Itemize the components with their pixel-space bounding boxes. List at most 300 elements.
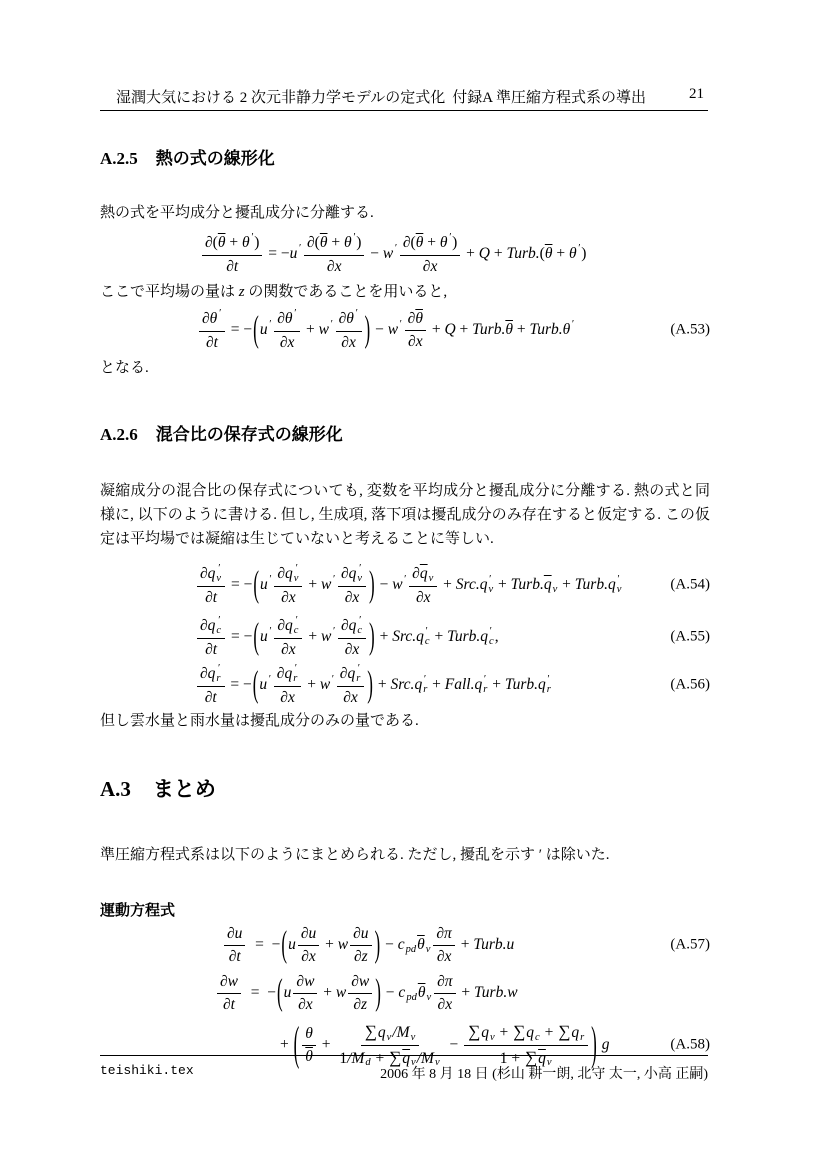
fraction-numerator xyxy=(336,309,362,332)
display-equation xyxy=(100,306,710,354)
math-token: ∂t xyxy=(228,947,241,965)
equation-line xyxy=(100,970,710,1016)
fraction-denominator xyxy=(434,946,455,966)
script-base xyxy=(571,1024,579,1042)
math-token: Turb. xyxy=(506,245,540,262)
superscript xyxy=(387,1023,392,1033)
math-token: w xyxy=(392,576,403,593)
math-token: Q xyxy=(444,321,456,338)
script-base xyxy=(349,617,357,635)
subscript: v xyxy=(293,572,299,584)
math-token: ∂x xyxy=(281,588,296,606)
script-stack xyxy=(406,935,417,955)
equation-group-label: 運動方程式 xyxy=(100,902,176,919)
section-title: 混合比の保存式の線形化 xyxy=(155,425,343,444)
math-token: ( xyxy=(212,233,218,251)
scripted-symbol xyxy=(349,564,363,584)
scripted-symbol xyxy=(563,320,575,340)
math-token: − xyxy=(381,936,398,953)
big-paren: ) xyxy=(367,663,373,705)
script-stack xyxy=(571,320,574,340)
fraction-denominator xyxy=(277,687,298,707)
script-base xyxy=(320,676,330,694)
scripted-symbol xyxy=(398,935,417,955)
fraction xyxy=(202,233,262,276)
math-token: / xyxy=(347,1049,352,1067)
paragraph: 熱の式を平均成分と擾乱成分に分離する. xyxy=(100,205,374,221)
subscript xyxy=(448,243,451,253)
math-token: g xyxy=(601,1036,610,1053)
script-base xyxy=(544,576,552,594)
scripted-symbol xyxy=(480,575,494,595)
section-number: A.3 xyxy=(100,777,131,801)
fraction-numerator xyxy=(202,233,262,256)
footer-date-authors: 2006 年 8 月 18 日 (杉山 耕一朗, 北守 太一, 小高 正嗣) xyxy=(380,1067,708,1082)
script-base xyxy=(260,576,268,594)
math-token: u xyxy=(259,321,268,338)
math-token: ) xyxy=(356,233,362,251)
big-paren: ) xyxy=(364,308,371,350)
math-token: + xyxy=(375,628,393,645)
script-base xyxy=(284,665,292,683)
math-token: ∂x xyxy=(344,640,360,658)
script-stack xyxy=(357,564,362,584)
script-base xyxy=(398,936,405,954)
script-base xyxy=(608,576,616,594)
fraction xyxy=(197,564,225,607)
math-token: w xyxy=(387,321,399,338)
fraction-numerator xyxy=(274,664,302,687)
fraction-denominator xyxy=(338,332,359,352)
big-paren: ( xyxy=(276,971,283,1013)
math-token: Turb. xyxy=(447,628,481,645)
math-token: ∂t xyxy=(223,995,235,1013)
script-base xyxy=(392,576,402,594)
big-paren: ) xyxy=(591,1017,597,1071)
math-token: + xyxy=(512,321,530,338)
math-token: + xyxy=(280,1036,293,1053)
scripted-symbol xyxy=(347,664,361,684)
fraction-denominator xyxy=(413,587,434,607)
math-token: q xyxy=(479,576,488,593)
fraction-denominator xyxy=(342,639,363,659)
script-base xyxy=(383,245,393,263)
math-token: q xyxy=(538,676,546,693)
script-stack xyxy=(330,320,333,340)
math-token: = − xyxy=(227,576,253,593)
math-token: w xyxy=(319,676,331,693)
text-segment: ここで平均場の量は xyxy=(100,284,239,300)
math-token: = − xyxy=(264,245,290,262)
math-token: Src. xyxy=(390,676,415,693)
script-stack xyxy=(218,309,221,329)
script-stack xyxy=(483,675,487,695)
overbar-symbol: $\overline{\theta}$ xyxy=(415,309,423,327)
script-stack xyxy=(356,664,360,684)
paragraph: 凝縮成分の混合比の保存式についても, 変数を平均成分と擾乱成分に分離する. 熱の式と同様に, 以下のように書ける. 但し, 生成項, 落下項は擾乱成分のみ存在すると仮定する. この仮定は平均場では凝縮は生じていないと考えることに等しい. xyxy=(100,483,710,547)
math-token: q xyxy=(480,628,489,645)
fraction xyxy=(224,925,245,966)
subscript: d xyxy=(365,1057,371,1069)
script-stack xyxy=(394,244,397,264)
subscript: v xyxy=(552,584,558,595)
subscript: v xyxy=(434,1057,440,1069)
math-token: + xyxy=(430,628,448,645)
script-base xyxy=(346,310,354,328)
script-base xyxy=(260,321,268,339)
math-token: ∂ xyxy=(202,309,210,327)
script-base xyxy=(344,234,352,252)
script-stack xyxy=(293,664,297,684)
math-token: + xyxy=(457,984,475,1001)
superscript: ′ xyxy=(329,319,333,330)
math-token: θ xyxy=(346,309,354,327)
script-base xyxy=(416,628,424,646)
subscript: v xyxy=(216,572,222,584)
script-stack xyxy=(298,244,301,264)
big-paren: ) xyxy=(369,563,375,605)
math-token: Turb.u xyxy=(473,936,515,953)
fraction-numerator xyxy=(434,973,455,994)
fraction xyxy=(434,973,455,1014)
fraction-numerator xyxy=(304,233,364,256)
math-token: ∂x xyxy=(326,257,342,275)
math-token: ∂ xyxy=(340,616,349,634)
scripted-symbol xyxy=(608,575,622,595)
scripted-symbol xyxy=(481,1023,495,1043)
superscript: ′ xyxy=(394,243,397,254)
scripted-symbol xyxy=(378,1023,392,1043)
math-token: + xyxy=(455,321,473,338)
math-token: = − xyxy=(227,628,253,645)
script-stack xyxy=(535,1023,540,1043)
scripted-symbol xyxy=(285,309,297,329)
math-token: q xyxy=(285,616,293,634)
math-token: q xyxy=(416,628,424,645)
script-base xyxy=(397,1024,410,1042)
math-token: ∂x xyxy=(281,640,296,658)
math-token: θ xyxy=(439,233,448,251)
subscript xyxy=(269,585,272,595)
subscript: v xyxy=(386,1031,392,1043)
subscript: c xyxy=(489,636,494,647)
script-stack xyxy=(490,1023,495,1043)
math-token: = − xyxy=(226,321,253,338)
script-base xyxy=(418,984,426,1002)
text-segment: の関数であることを用いると, xyxy=(244,284,448,300)
math-token: + xyxy=(321,936,338,953)
math-token: ∂x xyxy=(341,333,356,351)
fraction-denominator xyxy=(220,994,238,1014)
script-stack xyxy=(216,664,220,684)
math-token: ∂t xyxy=(205,333,218,351)
big-paren: ( xyxy=(253,308,259,350)
math-token: = − xyxy=(226,676,252,693)
scripted-symbol xyxy=(440,233,452,253)
paragraph: 準圧縮方程式系は以下のようにまとめられる. ただし, 擾乱を示す ′ は除いた. xyxy=(100,847,610,863)
math-token: w xyxy=(320,628,332,645)
running-header xyxy=(100,86,710,108)
fraction xyxy=(274,564,302,607)
fraction xyxy=(338,616,366,659)
script-stack xyxy=(399,320,402,340)
equation-number: (A.58) xyxy=(670,1036,710,1053)
subscript xyxy=(269,330,272,340)
fraction-denominator xyxy=(420,256,441,276)
scripted-symbol xyxy=(285,616,299,636)
math-token: Turb. xyxy=(472,321,506,338)
math-token: + xyxy=(540,1023,558,1041)
script-base xyxy=(319,321,329,339)
fraction xyxy=(298,925,319,966)
math-token: ∂x xyxy=(344,588,360,606)
superscript: ′ xyxy=(217,562,220,574)
subscript: r xyxy=(546,684,551,695)
text-segment: z xyxy=(238,284,245,300)
paragraph: となる. xyxy=(100,360,149,376)
superscript: ′ xyxy=(217,614,220,626)
fraction xyxy=(350,925,371,966)
math-token: Turb. xyxy=(529,321,563,338)
math-token: Src. xyxy=(455,576,480,593)
math-token: ∂ xyxy=(340,564,349,582)
math-token: ) xyxy=(254,233,260,251)
summation-symbol: ∑ xyxy=(364,1021,377,1041)
scripted-symbol xyxy=(321,627,336,647)
summation-symbol: ∑ xyxy=(524,1047,538,1067)
script-stack xyxy=(547,675,551,695)
fraction-numerator xyxy=(338,616,366,639)
script-base xyxy=(259,676,267,694)
fraction-numerator xyxy=(302,1025,316,1046)
script-stack xyxy=(387,1023,392,1043)
superscript: ′ xyxy=(488,574,491,585)
math-token: ∂x xyxy=(415,588,431,606)
superscript xyxy=(535,1023,540,1033)
superscript: ′ xyxy=(489,626,492,637)
math-token: + xyxy=(303,676,320,693)
subscript xyxy=(578,254,581,264)
math-token: ∂t xyxy=(204,688,217,706)
math-token: ( xyxy=(314,233,320,251)
big-paren: ) xyxy=(375,971,381,1013)
subscript: r xyxy=(580,1031,585,1043)
math-token: Src. xyxy=(392,628,417,645)
math-token: ∂x xyxy=(301,947,316,965)
superscript: ′ xyxy=(352,231,356,243)
fraction-denominator xyxy=(202,639,220,659)
script-base xyxy=(378,1024,386,1042)
subscript: r xyxy=(423,684,428,695)
scripted-symbol xyxy=(285,564,299,584)
superscript: ′ xyxy=(217,662,220,674)
overbar-symbol: $\overline{q}$ xyxy=(402,1049,411,1067)
scripted-symbol xyxy=(349,616,363,636)
math-token: w xyxy=(318,321,329,338)
script-stack xyxy=(429,564,434,584)
summation-symbol: ∑ xyxy=(468,1021,481,1041)
script-stack xyxy=(406,983,417,1003)
math-token: ∂ xyxy=(276,664,285,682)
scripted-symbol xyxy=(397,1023,417,1043)
display-equation xyxy=(100,561,710,609)
math-token: / xyxy=(392,1023,397,1041)
script-base xyxy=(480,576,488,594)
math-token: + xyxy=(373,676,391,693)
script-stack xyxy=(355,309,358,329)
math-token: ∂u xyxy=(353,924,369,942)
math-token: ∂ xyxy=(339,664,348,682)
fraction xyxy=(338,564,366,607)
script-stack xyxy=(269,627,272,647)
scripted-symbol xyxy=(414,675,428,695)
math-token: ∂x xyxy=(298,995,313,1013)
math-token: q xyxy=(571,1023,580,1041)
math-token: 1 + xyxy=(499,1049,524,1067)
script-stack xyxy=(423,675,427,695)
math-token: q xyxy=(607,576,616,593)
scripted-symbol xyxy=(242,233,254,253)
scripted-symbol xyxy=(260,627,272,647)
overbar-symbol: $\overline{q}$ xyxy=(419,564,428,582)
script-base xyxy=(285,617,293,635)
math-token: ) xyxy=(452,233,458,251)
superscript: ′ xyxy=(268,319,271,330)
script-stack xyxy=(411,1023,416,1043)
script-base xyxy=(440,234,448,252)
fraction-denominator xyxy=(202,587,220,607)
footer-row xyxy=(100,1056,708,1083)
equation-line xyxy=(100,613,710,661)
math-token: θ xyxy=(562,321,571,338)
math-token: + xyxy=(304,628,321,645)
math-token: ∂x xyxy=(280,688,295,706)
script-stack xyxy=(216,564,221,584)
scripted-symbol xyxy=(569,244,581,264)
fraction-denominator xyxy=(295,994,316,1014)
subscript: v xyxy=(616,584,622,595)
math-token: ∂w xyxy=(296,972,315,990)
math-token: ∂x xyxy=(279,333,295,351)
subscript xyxy=(298,254,301,264)
subscript: v xyxy=(489,1031,495,1043)
section-number: A.2.6 xyxy=(100,425,138,444)
section-number: A.2.5 xyxy=(100,149,138,168)
math-token: u xyxy=(289,245,298,262)
big-paren: ( xyxy=(252,663,259,705)
script-base xyxy=(321,576,331,594)
math-token: q xyxy=(207,664,216,682)
math-token: θ xyxy=(305,1024,313,1042)
fraction-numerator xyxy=(274,564,302,587)
math-token: u xyxy=(260,628,268,645)
script-stack xyxy=(268,675,271,695)
overbar-symbol: $\overline{\theta}$ xyxy=(544,245,553,262)
math-token: − xyxy=(366,245,383,262)
math-token: q xyxy=(285,564,293,582)
fraction xyxy=(197,616,225,659)
math-token: q xyxy=(414,676,423,693)
fraction-denominator xyxy=(350,994,370,1014)
math-token: ∂ xyxy=(200,616,208,634)
subscript: c xyxy=(293,624,299,636)
script-stack xyxy=(489,627,494,647)
page-footer xyxy=(100,1055,708,1083)
subscript: c xyxy=(357,624,363,636)
script-stack xyxy=(294,564,299,584)
math-token: ∂π xyxy=(437,972,453,990)
superscript: ′ xyxy=(298,243,301,254)
subscript: v xyxy=(425,944,431,955)
subscript xyxy=(330,330,333,340)
script-base xyxy=(526,1024,534,1042)
math-token: Turb.w xyxy=(474,984,518,1001)
math-token: ∂ xyxy=(407,309,416,327)
subscript xyxy=(394,254,397,264)
equation-line xyxy=(100,306,710,354)
math-token: ∂z xyxy=(353,947,368,965)
math-token: θ xyxy=(284,309,293,327)
script-stack xyxy=(332,627,335,647)
fraction-denominator xyxy=(203,332,221,352)
fraction xyxy=(336,309,362,352)
superscript: ′ xyxy=(294,614,298,626)
fraction-numerator xyxy=(274,309,300,332)
subscript: r xyxy=(216,672,221,684)
subscript xyxy=(353,243,356,253)
script-base xyxy=(260,628,268,646)
scripted-symbol xyxy=(475,675,489,695)
script-stack xyxy=(353,233,356,253)
script-base xyxy=(563,321,571,339)
superscript: ′ xyxy=(268,626,272,637)
big-paren: ) xyxy=(369,615,375,657)
math-token: ( xyxy=(410,233,416,251)
math-token: w xyxy=(335,984,347,1001)
fraction-denominator xyxy=(351,946,371,966)
script-base xyxy=(475,676,483,694)
subscript xyxy=(269,637,272,647)
math-token: Fall. xyxy=(444,676,475,693)
math-token: + xyxy=(371,1049,389,1067)
fraction xyxy=(217,973,241,1014)
script-stack xyxy=(269,320,272,340)
scripted-symbol xyxy=(321,575,336,595)
scripted-symbol xyxy=(344,233,356,253)
overbar-symbol: $\overline{\theta}$ xyxy=(319,233,328,251)
math-token: ∂t xyxy=(226,257,239,275)
math-token: ∂ xyxy=(200,564,208,582)
subscript: c xyxy=(535,1031,540,1043)
math-token: 1 xyxy=(339,1049,348,1067)
fraction-numerator xyxy=(199,309,225,332)
equation-line xyxy=(100,922,710,968)
superscript: ′ xyxy=(448,231,451,243)
math-token: / xyxy=(416,1049,422,1067)
script-stack xyxy=(269,575,272,595)
math-token: ∂t xyxy=(205,640,218,658)
math-token: q xyxy=(377,1023,386,1041)
math-token: ∂w xyxy=(220,972,238,990)
document-body xyxy=(100,111,710,1074)
superscript: ′ xyxy=(331,674,334,685)
math-token: ∂z xyxy=(353,995,368,1013)
script-stack xyxy=(251,233,254,253)
subscript: pd xyxy=(406,992,417,1003)
script-stack xyxy=(488,575,493,595)
scripted-symbol xyxy=(210,309,222,329)
fraction-denominator xyxy=(342,587,363,607)
